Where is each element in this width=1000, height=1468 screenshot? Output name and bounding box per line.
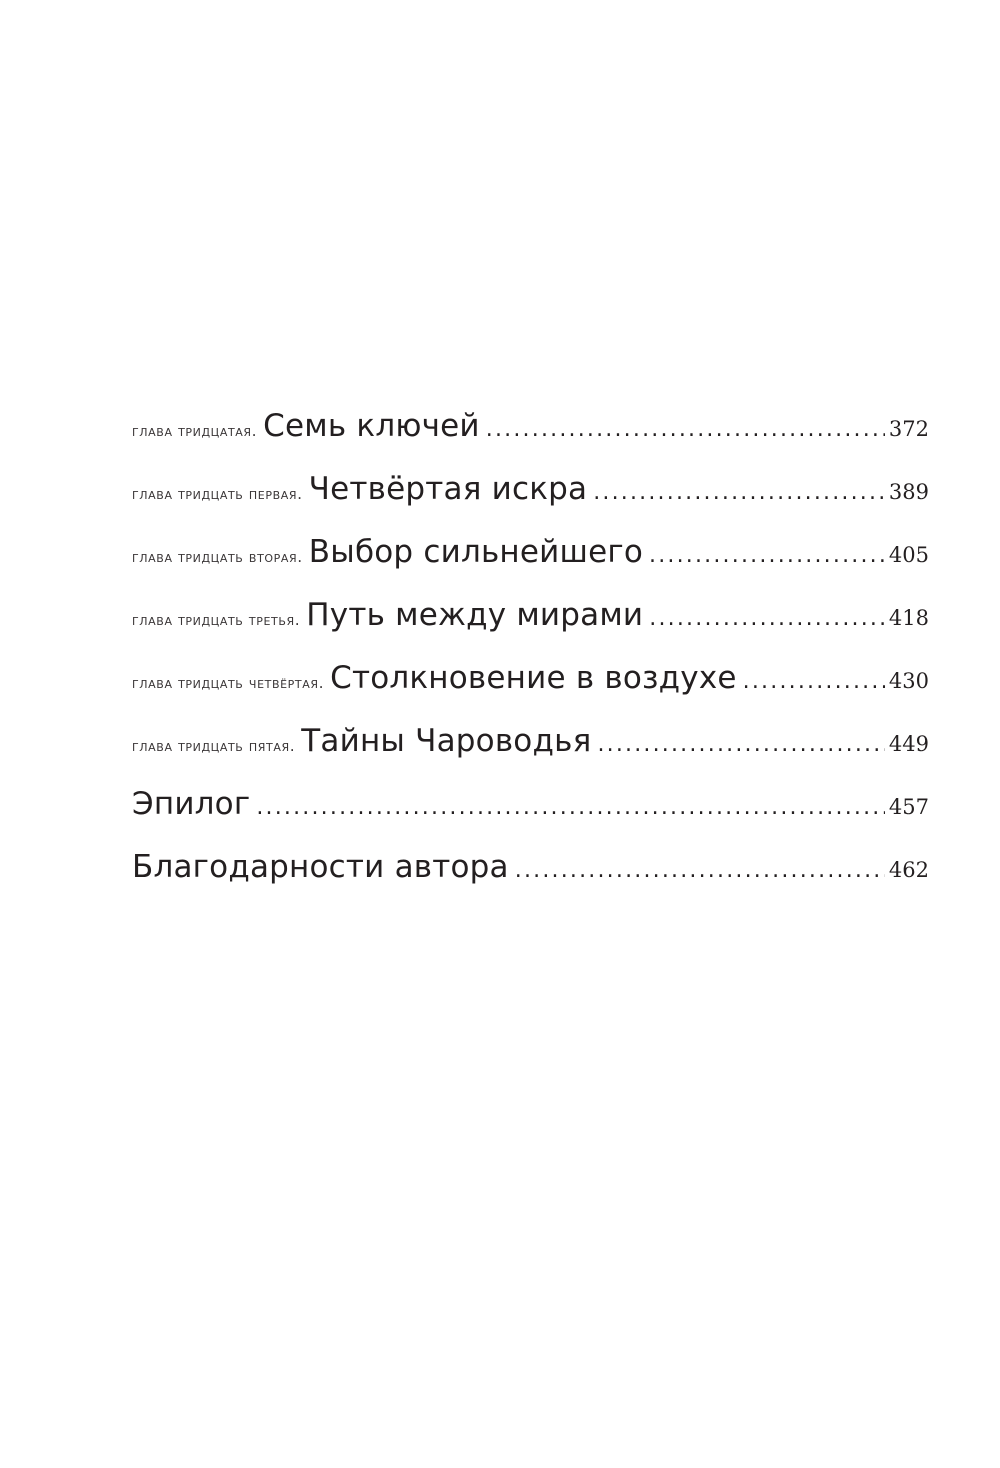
page-number: 462 (888, 858, 929, 882)
page-number: 372 (888, 417, 929, 441)
toc-entry-chapter-35 (132, 723, 929, 786)
toc-entry-chapter-31 (132, 471, 929, 534)
dot-leader (593, 480, 885, 505)
toc-entry-epilogue (132, 786, 929, 849)
chapter-title: Семь ключей (263, 408, 480, 444)
dot-leader (743, 669, 885, 694)
dot-leader (597, 732, 884, 757)
chapter-title: Столкновение в воздухе (330, 660, 737, 696)
page-number: 389 (888, 480, 929, 504)
chapter-title: Четвёртая искра (308, 471, 588, 507)
chapter-label: глава тридцатая. (132, 422, 258, 440)
chapter-title: Путь между мирами (306, 597, 644, 633)
toc-entry-chapter-30 (132, 408, 929, 471)
page-number: 430 (888, 669, 929, 693)
toc-entry-chapter-33 (132, 597, 929, 660)
toc-entry-chapter-32 (132, 534, 929, 597)
page-number: 418 (888, 606, 929, 630)
page-number: 405 (888, 543, 929, 567)
dot-leader (515, 858, 885, 883)
chapter-label: глава тридцать четвёртая. (132, 674, 325, 692)
page-number: 457 (888, 795, 929, 819)
chapter-title: Выбор сильнейшего (308, 534, 644, 570)
toc-entry-acknowledgements (132, 849, 929, 912)
toc-entry-chapter-34 (132, 660, 929, 723)
chapter-label: глава тридцать первая. (132, 485, 303, 503)
chapter-title: Тайны Чароводья (301, 723, 592, 759)
dot-leader (256, 795, 885, 820)
dot-leader (649, 543, 885, 568)
chapter-label: глава тридцать третья. (132, 611, 301, 629)
page-number: 449 (888, 732, 929, 756)
dot-leader (649, 606, 885, 631)
chapter-label: глава тридцать пятая. (132, 737, 296, 755)
chapter-label: глава тридцать вторая. (132, 548, 303, 566)
dot-leader (486, 417, 885, 442)
chapter-title: Благодарности автора (132, 849, 509, 885)
chapter-title: Эпилог (132, 786, 251, 822)
table-of-contents (132, 408, 929, 912)
